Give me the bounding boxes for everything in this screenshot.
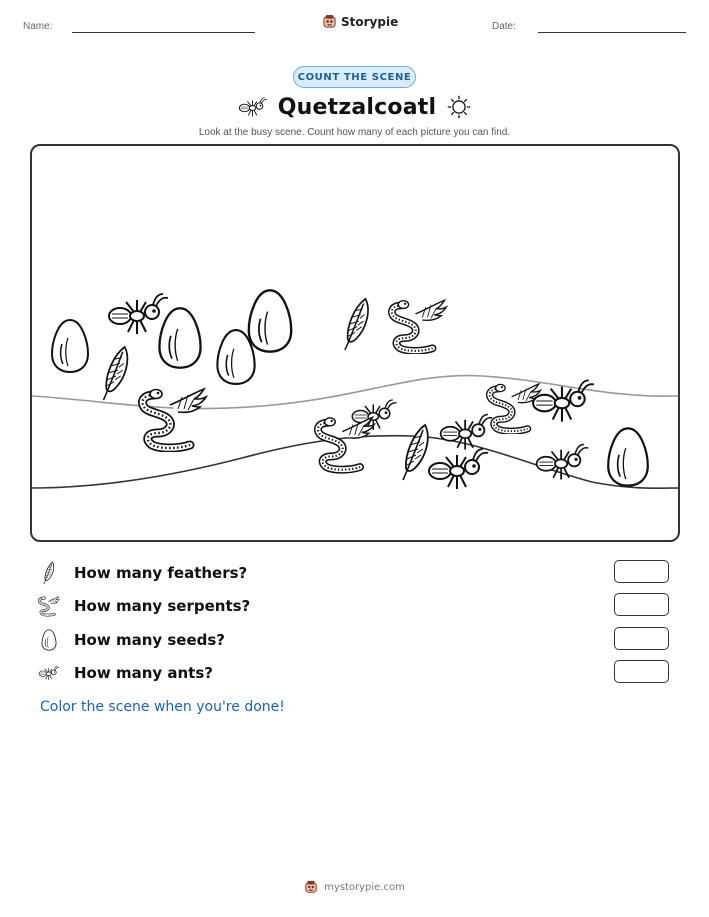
date-line[interactable] (538, 32, 686, 33)
counting-scene (30, 144, 680, 542)
answer-box-serpents[interactable] (614, 593, 669, 616)
question-text: How many serpents? (74, 597, 251, 615)
closing-instruction: Color the scene when you're done! (40, 699, 285, 715)
feather-icon (40, 561, 58, 585)
storypie-logo-icon (322, 14, 337, 29)
serpent-icon (38, 595, 60, 617)
title-block (220, 92, 490, 122)
answer-box-seeds[interactable] (614, 627, 669, 650)
serpent-1 (392, 300, 446, 351)
storypie-logo-icon (304, 880, 318, 894)
ant-6 (537, 445, 589, 480)
footer-url[interactable]: mystorypie.com (324, 881, 405, 893)
seed-5 (608, 428, 648, 485)
seed-2 (159, 308, 200, 367)
question-serpents (38, 593, 670, 619)
serpent-4 (490, 384, 541, 431)
question-feathers (38, 560, 670, 586)
feather-2 (345, 299, 368, 350)
instructions: Look at the busy scene. Count how many of each picture you can find. (198, 127, 511, 138)
feather-3 (403, 425, 428, 480)
footer (0, 880, 709, 894)
sun-icon (446, 94, 472, 120)
serpent-3 (318, 417, 374, 469)
question-seeds (38, 627, 670, 653)
count-the-scene-badge: COUNT THE SCENE (293, 66, 416, 88)
question-text: How many feathers? (74, 564, 248, 582)
question-text: How many seeds? (74, 631, 226, 649)
feather-1 (103, 347, 127, 400)
ant-4 (429, 449, 488, 489)
answer-box-feathers[interactable] (614, 560, 669, 583)
seed-4 (249, 290, 291, 351)
brand (322, 14, 398, 29)
page-title: Quetzalcoatl (277, 94, 437, 120)
ant-1 (109, 294, 168, 334)
name-line[interactable] (72, 32, 255, 33)
question-ants (38, 660, 670, 686)
question-text: How many ants? (74, 664, 213, 682)
name-label: Name: (23, 21, 53, 32)
ant-icon (38, 664, 60, 682)
scene-illustration (32, 146, 678, 540)
date-label: Date: (492, 21, 516, 32)
serpent-2 (142, 389, 206, 448)
ant-icon (238, 96, 268, 118)
brand-name: Storypie (341, 14, 399, 29)
front-hill-line (32, 436, 678, 489)
seed-1 (52, 320, 88, 372)
answer-box-ants[interactable] (614, 660, 669, 683)
seed-icon (41, 629, 57, 651)
